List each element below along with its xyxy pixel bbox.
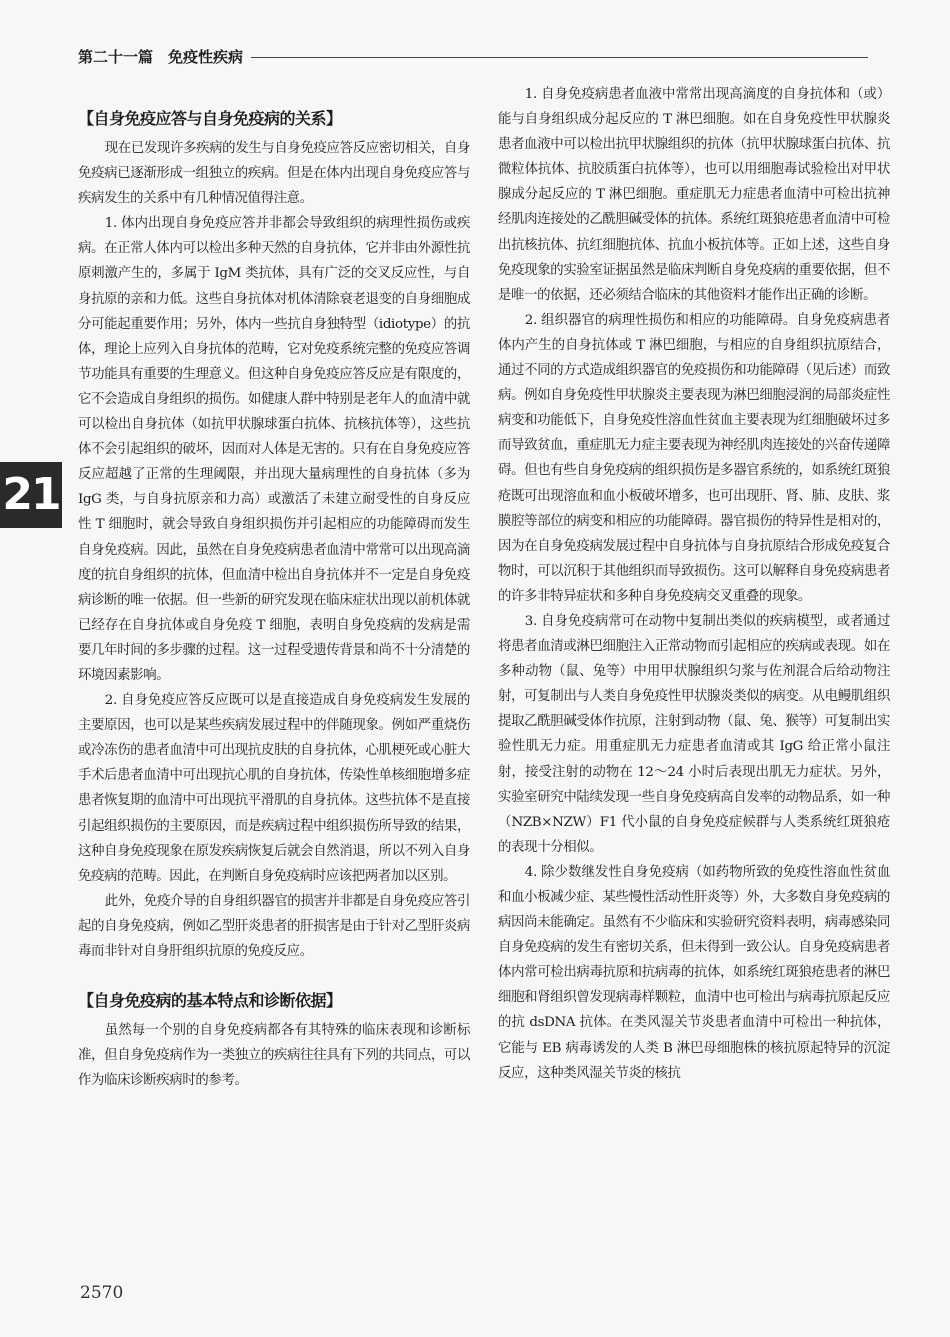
page-number: 2570 — [80, 1283, 124, 1303]
paragraph: 2. 组织器官的病理性损伤和相应的功能障碍。自身免疫病患者体内产生的自身抗体或 T 淋巴细胞，与相应的自身组织抗原结合，通过不同的方式造成组织器官的免疫损伤和功能障碍（见后述）而致病。例如自身免疫性甲状腺炎主要表现为淋巴细胞浸润的局部炎症性病变和功能低下，自身免疫性溶血性贫血主要表现为红细胞破坏过多而导致贫血，重症肌无力症主要表现为神经肌肉连接处的兴奋传递障碍。但也有些自身免疫病的组织损伤是多器官系统的，如系统红斑狼疮既可出现溶血和血小板破坏增多，也可出现肝、肾、肺、皮肤、浆膜腔等部位的病变和相应的功能障碍。器官损伤的特异性是相对的，因为在自身免疫病发展过程中自身抗体与自身抗原结合形成免疫复合物时，可以沉积于其他组织而导致损伤。这可以解释自身免疫病患者的许多非特异症状和多种自身免疫病交叉重叠的现象。 — [498, 312, 890, 604]
right-column — [498, 82, 890, 1086]
paragraph: 3. 自身免疫病常可在动物中复制出类似的疾病模型，或者通过将患者血清或淋巴细胞注入正常动物而引起相应的疾病或表现。如在多种动物（鼠、兔等）中用甲状腺组织匀浆与佐剂混合后给动物注射，可复制出与人类自身免疫性甲状腺炎类似的病变。从电鳗肌组织提取乙酰胆碱受体作抗原，注射到动物（鼠、兔、猴等）可复制出实验性肌无力症。用重症肌无力症患者血清或其 IgG 给正常小鼠注射，接受注射的动物在 12～24 小时后表现出肌无力症状。另外，实验室研究中陆续发现一些自身免疫病高自发率的动物品系，如一种（NZB×NZW）F1 代小鼠的自身免疫症候群与人类系统红斑狼疮的表现十分相似。 — [498, 613, 890, 855]
section-heading: 【自身免疫病的基本特点和诊断依据】 — [78, 991, 342, 1011]
paragraph: 此外，免疫介导的自身组织器官的损害并非都是自身免疫应答引起的自身免疫病，例如乙型肝炎患者的肝损害是由于针对乙型肝炎病毒而非针对自身肝组织抗原的免疫反应。 — [78, 893, 470, 959]
paragraph: 虽然每一个别的自身免疫病都各有其特殊的临床表现和诊断标准，但自身免疫病作为一类独立的疾病往往具有下列的共同点，可以作为临床诊断疾病时的参考。 — [78, 1023, 470, 1089]
paragraph: 1. 自身免疫病患者血液中常常出现高滴度的自身抗体和（或）能与自身组织成分起反应的 T 淋巴细胞。如在自身免疫性甲状腺炎患者血液中可以检出抗甲状腺组织的抗体（抗甲状腺球蛋白抗体、抗微粒体抗体、抗胶质蛋白抗体等），也可以用细胞毒试验检出对甲状腺成分起反应的 T 淋巴细胞。重症肌无力症患者血清中可检出抗神经肌肉连接处的乙酰胆碱受体的抗体。系统红斑狼疮患者血清中可检出抗核抗体、抗红细胞抗体、抗血小板抗体等。正如上述，这些自身免疫现象的实验室证据虽然是临床判断自身免疫病的重要依据，但不是唯一的依据，还必须结合临床的其他资料才能作出正确的诊断。 — [498, 87, 890, 303]
left-column — [78, 82, 470, 1093]
paragraph: 1. 体内出现自身免疫应答并非都会导致组织的病理性损伤或疾病。在正常人体内可以检出多种天然的自身抗体，它并非由外源性抗原刺激产生的，多属于 IgM 类抗体，具有广泛的交叉反应性，与自身抗原的亲和力低。这些自身抗体对机体清除衰老退变的自身细胞成分可能起重要作用；另外，体内一些抗自身独特型（idiotype）的抗体，理论上应列入自身抗体的范畴，它对免疫系统完整的免疫应答调节功能具有重要的生理意义。但这种自身免疫应答反应是有限度的，它不会造成自身组织的损伤。如健康人群中特别是老年人的血清中就可以检出自身抗体（如抗甲状腺球蛋白抗体、抗核抗体等），这些抗体不会引起组织的破坏，因而对人体是无害的。只有在自身免疫应答反应超越了正常的生理阈限，并出现大量病理性的自身抗体（多为 IgG 类，与自身抗原亲和力高）或激活了未建立耐受性的自身反应性 T 细胞时，就会导致自身组织损伤并引起相应的功能障碍而发生自身免疫病。因此，虽然在自身免疫病患者血清中常常可以出现高滴度的抗自身组织的抗体，但血清中检出自身抗体并不一定是自身免疫病诊断的唯一依据。但一些新的研究发现在临床症状出现以前机体就已经存在自身抗体或自身免疫 T 细胞，表明自身免疫病的发病是需要几年时间的多步骤的过程。这一过程受遗传背景和尚不十分清楚的环境因素影响。 — [78, 216, 470, 683]
chapter-tab: 21 — [0, 462, 62, 528]
paragraph: 现在已发现许多疾病的发生与自身免疫应答反应密切相关，自身免疫病已逐渐形成一组独立的疾病。但是在体内出现自身免疫应答与疾病发生的关系中有几种情况值得注意。 — [78, 141, 470, 207]
running-head — [78, 38, 868, 68]
running-head-title: 第二十一篇 免疫性疾病 — [78, 46, 251, 67]
section-heading: 【自身免疫应答与自身免疫病的关系】 — [78, 109, 342, 128]
paragraph: 4. 除少数继发性自身免疫病（如药物所致的免疫性溶血性贫血和血小板减少症、某些慢性活动性肝炎等）外，大多数自身免疫病的病因尚未能确定。虽然有不少临床和实验研究资料表明，病毒感染同自身免疫病的发生有密切关系，但未得到一致公认。自身免疫病患者体内常可检出病毒抗原和抗病毒的抗体，如系统红斑狼疮患者的淋巴细胞和肾组织曾发现病毒样颗粒，血清中也可检出与病毒抗原起反应的抗 dsDNA 抗体。在类风湿关节炎患者血清中可检出一种抗体，它能与 EB 病毒诱发的人类 B 淋巴母细胞株的核抗原起特异的沉淀反应，这种类风湿关节炎的核抗 — [498, 864, 890, 1081]
paragraph: 2. 自身免疫应答反应既可以是直接造成自身免疫病发生发展的主要原因，也可以是某些疾病发展过程中的伴随现象。例如严重烧伤或冷冻伤的患者血清中可出现抗皮肤的自身抗体，心肌梗死或心脏大手术后患者血清中可出现抗心肌的自身抗体，传染性单核细胞增多症患者恢复期的血清中可出现抗平滑肌的自身抗体。这些抗体不是直接引起组织损伤的主要原因，而是疾病过程中组织损伤所导致的结果，这种自身免疫现象在原发疾病恢复后就会自然消退，所以不列入自身免疫病的范畴。因此，在判断自身免疫病时应该把两者加以区别。 — [78, 693, 470, 884]
